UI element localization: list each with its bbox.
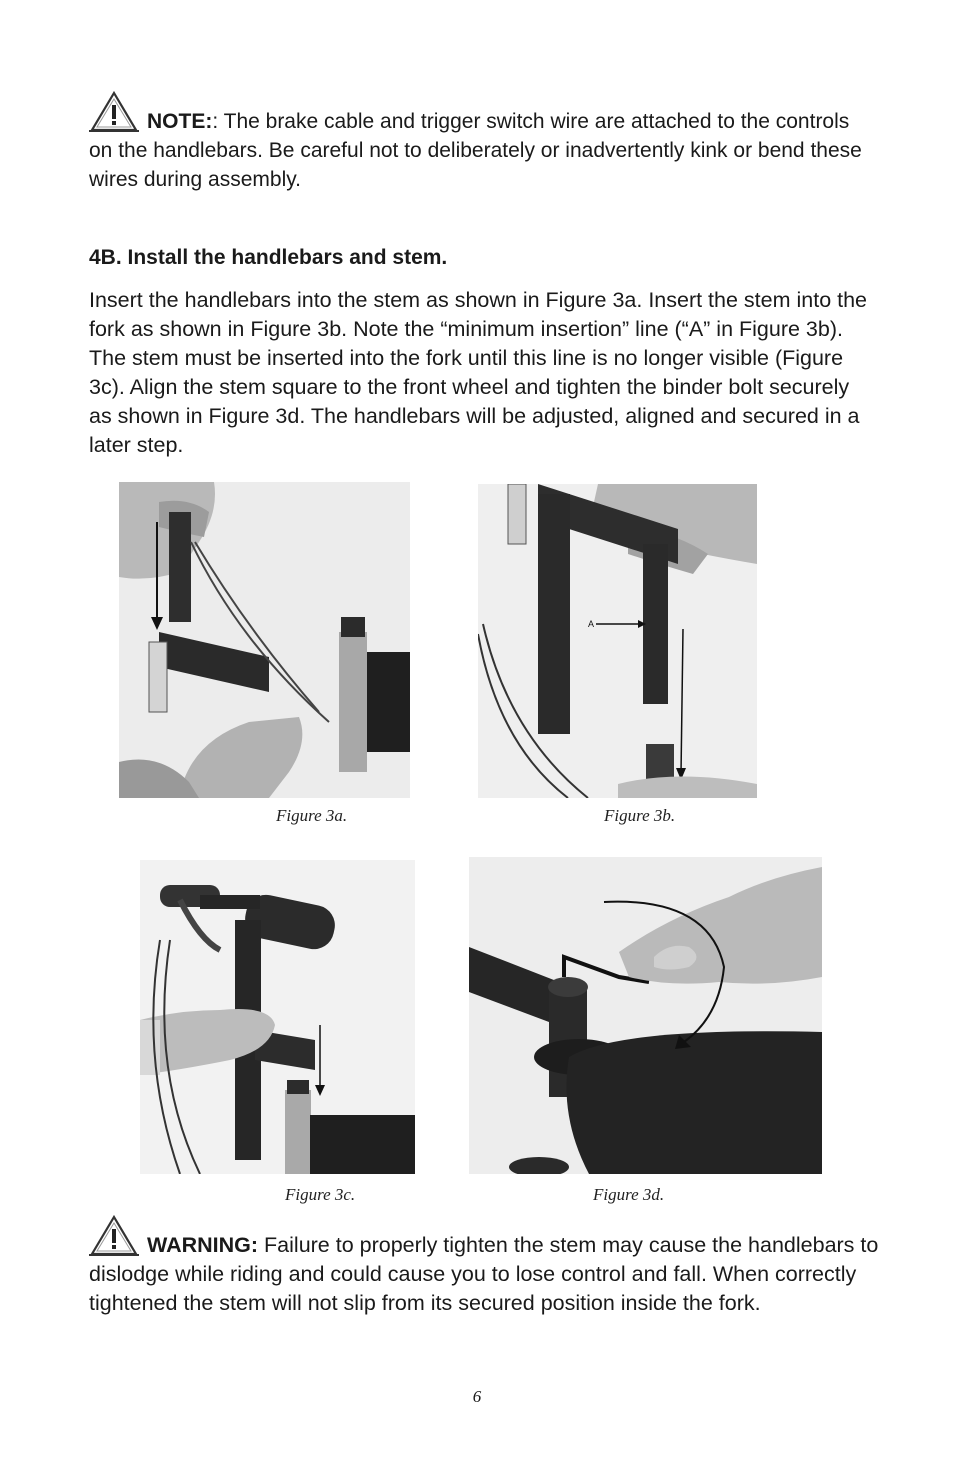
section-heading: 4B. Install the handlebars and stem. xyxy=(89,246,448,269)
warning-triangle-icon xyxy=(89,1214,139,1258)
figure-3d-caption: Figure 3d. xyxy=(593,1185,665,1204)
figure-3c-caption: Figure 3c. xyxy=(285,1185,356,1204)
warning-block xyxy=(89,1214,879,1318)
figure-3b-caption: Figure 3b. xyxy=(604,806,676,825)
warning-text: Failure to properly tighten the stem may cause the handlebars to dislodge while riding and could cause you to lose control and fall. When correctly tightened the stem will not slip from its secured position inside the fork. xyxy=(89,1233,879,1315)
figure-3a-caption: Figure 3a. xyxy=(276,806,348,825)
note-label: NOTE: xyxy=(147,110,213,133)
page-number: 6 xyxy=(472,1387,482,1406)
figure-3c-image xyxy=(140,860,415,1174)
note-block xyxy=(89,90,869,194)
note-text: : The brake cable and trigger switch wire are attached to the controls on the handlebars. Be careful not to deliberately or inadvertently kink or bend these wires during assembly. xyxy=(89,110,862,191)
figure-3d-image xyxy=(469,857,822,1174)
figure-3b-image xyxy=(478,484,757,798)
warning-label: WARNING: xyxy=(147,1233,259,1257)
section-body: Insert the handlebars into the stem as shown in Figure 3a. Insert the stem into the fork as shown in Figure 3b. Note the “minimum insertion” line (“A” in Figure 3b). The stem must be inserted into the fork until this line is no longer visible (Figure 3c). Align the stem square to the front wheel and tighten the binder bolt securely as shown in Figure 3d. The handlebars will be adjusted, aligned and secured in a later step. xyxy=(89,288,868,457)
figure-3a-image xyxy=(119,482,410,798)
figure-3b-marker: A xyxy=(588,619,595,629)
warning-triangle-icon xyxy=(89,90,139,134)
